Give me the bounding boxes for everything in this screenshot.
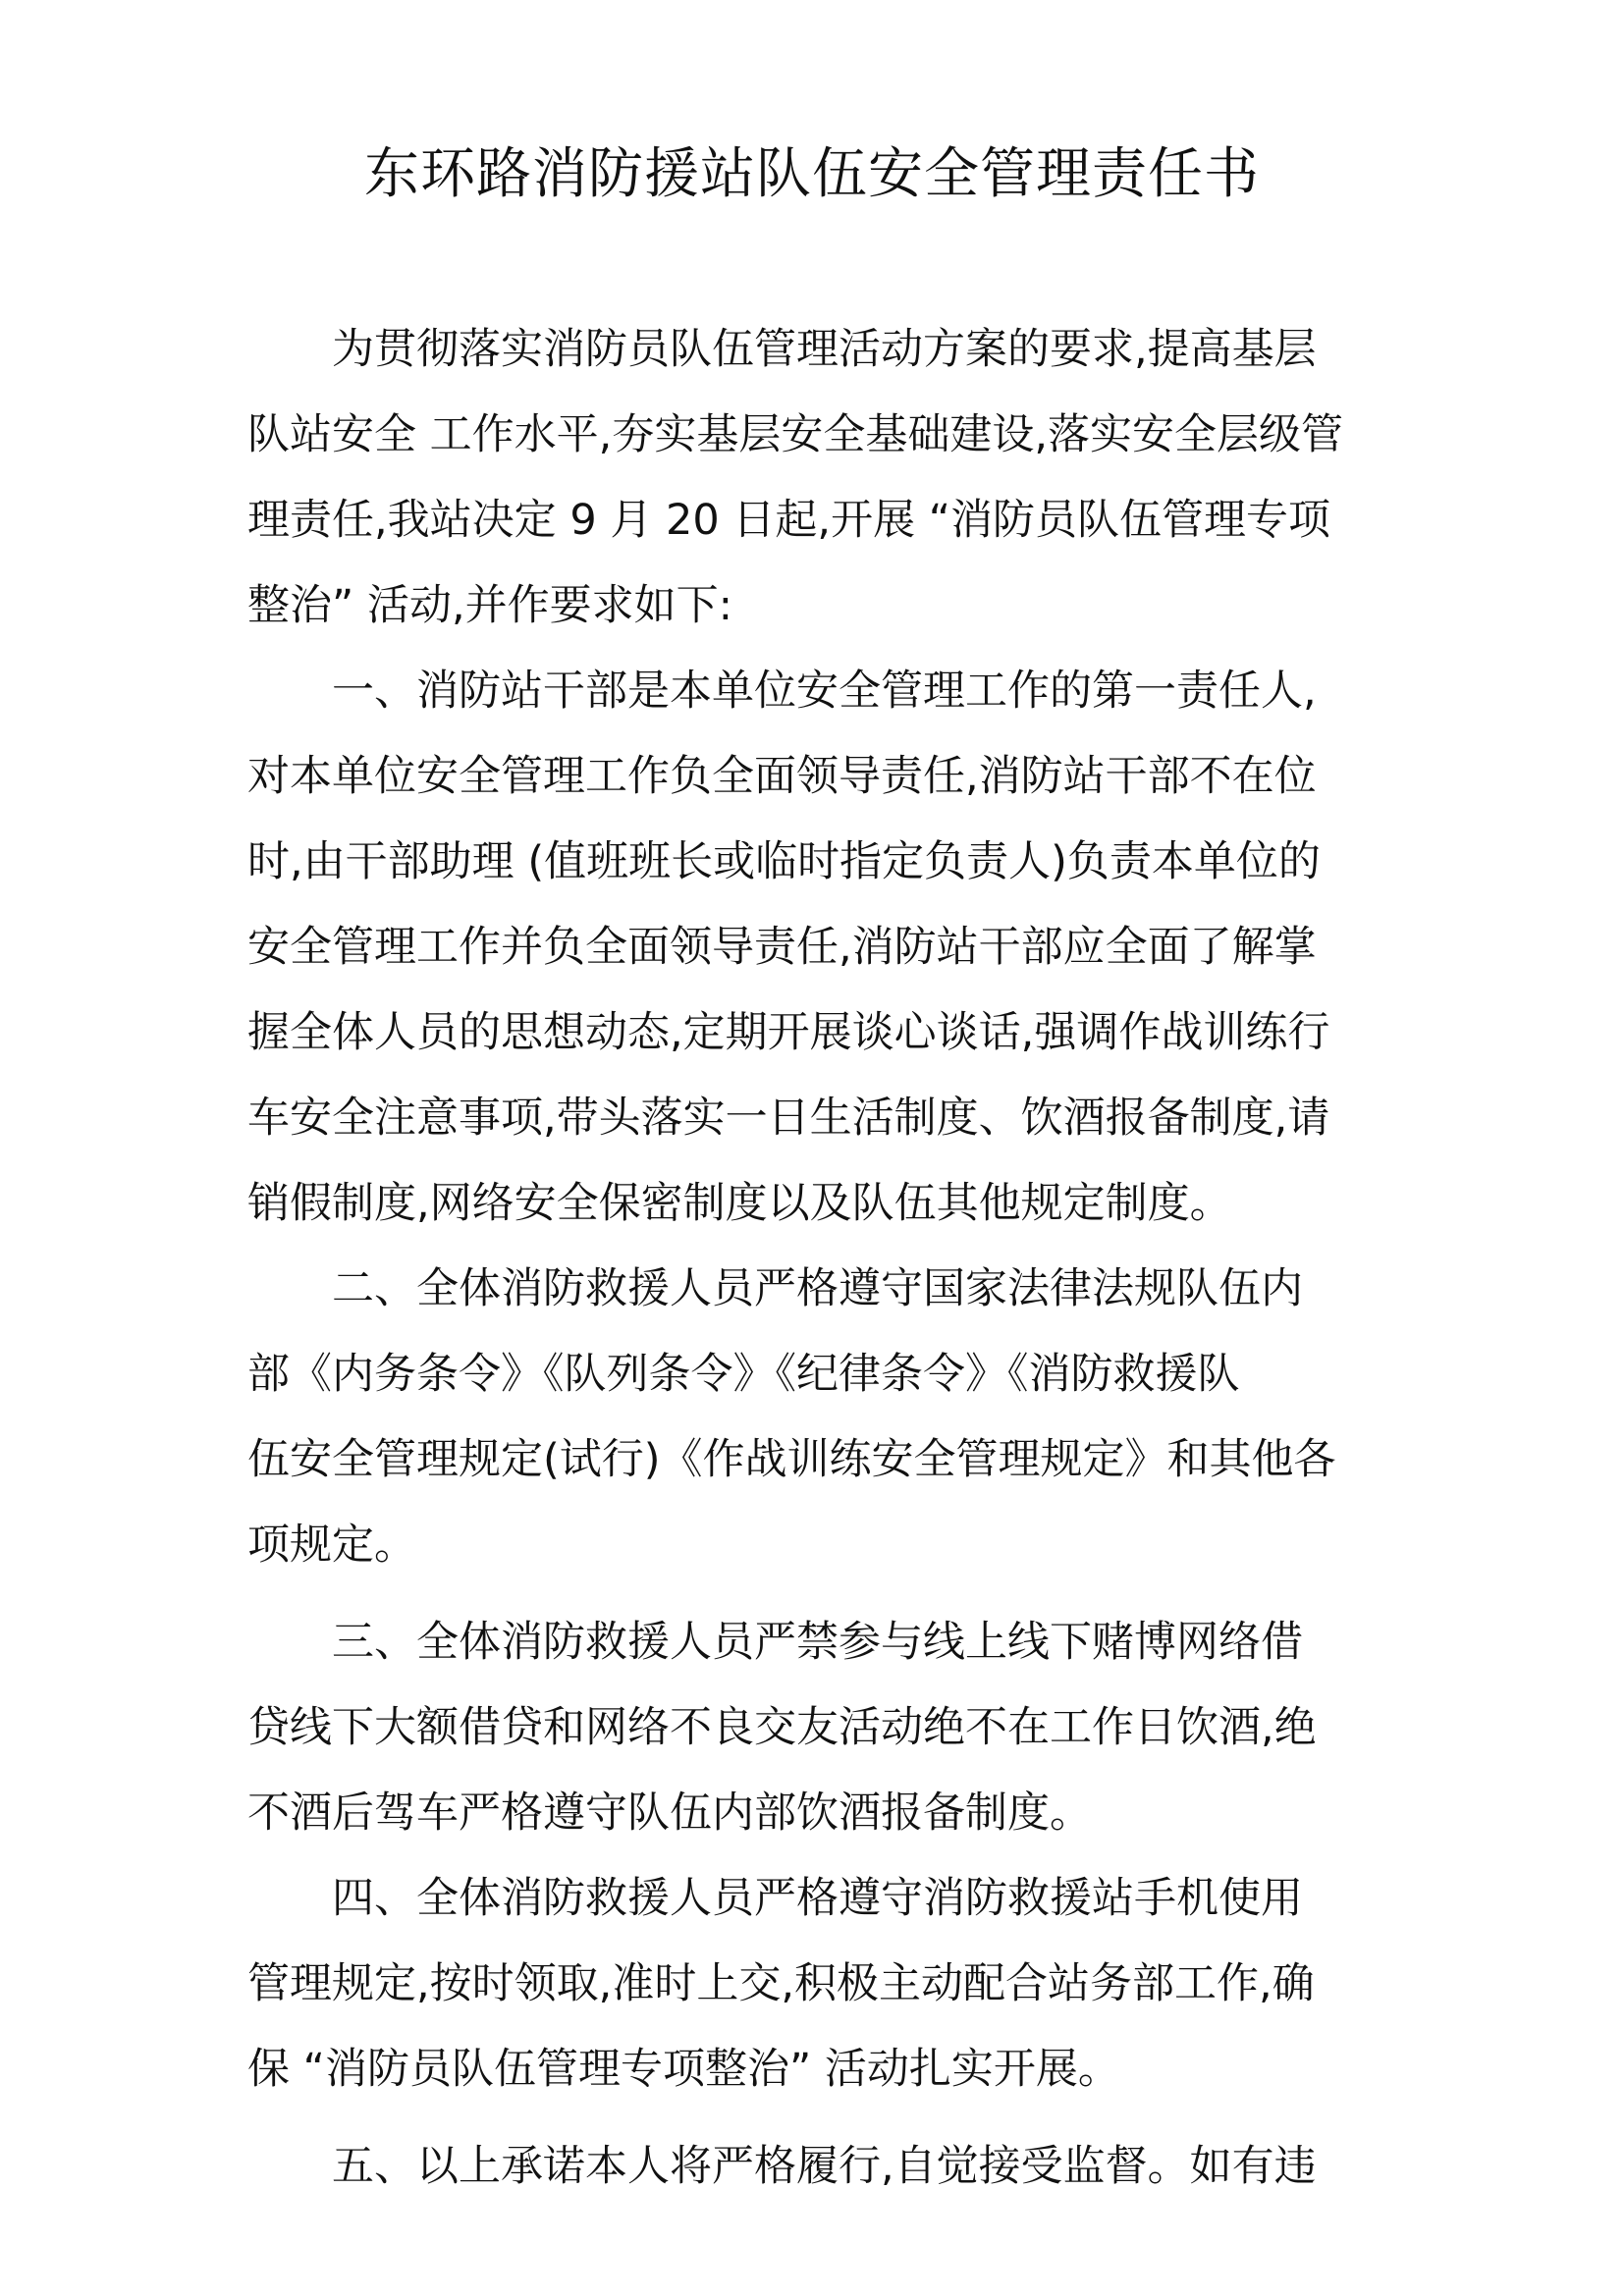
text-line: 四、全体消防救援人员严格遵守消防救援站手机使用 — [332, 1874, 1303, 1923]
paragraph-spacer — [247, 1588, 1396, 1600]
text-line: 车安全注意事项,带头落实一日生活制度、饮酒报备制度,请 — [247, 1094, 1330, 1143]
text-line: 伍安全管理规定(试行)《作战训练安全管理规定》和其他各 — [247, 1435, 1336, 1484]
text-line: 对本单位安全管理工作负全面领导责任,消防站干部不在位 — [247, 752, 1317, 801]
text-line: 管理规定,按时领取,准时上交,积极主动配合站务部工作,确 — [247, 1959, 1315, 2008]
document-title: 东环路消防援站队伍安全管理责任书 — [364, 142, 1260, 206]
text-line: 销假制度,网络安全保密制度以及队伍其他规定制度。 — [247, 1179, 1232, 1228]
text-line: 贷线下大额借贷和网络不良交友活动绝不在工作日饮酒,绝 — [247, 1703, 1317, 1752]
text-line: 五、以上承诺本人将严格履行,自觉接受监督。如有违 — [332, 2142, 1317, 2191]
paragraph-item-3 — [247, 1600, 1396, 1856]
paragraph-item-5 — [247, 2124, 1396, 2210]
paragraph-item-4 — [247, 1856, 1396, 2112]
text-line: 三、全体消防救援人员严禁参与线上线下赌博网络借 — [332, 1618, 1303, 1667]
text-line: 二、全体消防救援人员严格遵守国家法律法规队伍内 — [332, 1264, 1303, 1313]
text-line: 保 “消防员队伍管理专项整治” 活动扎实开展。 — [247, 2045, 1120, 2094]
paragraph-item-1 — [247, 649, 1396, 1247]
text-line: 队站安全 工作水平,夯实基层安全基础建设,落实安全层级管 — [247, 410, 1344, 459]
text-line: 不酒后驾车严格遵守队伍内部饮酒报备制度。 — [247, 1789, 1092, 1838]
text-line: 部《内务条令》《队列条令》《纪律条令》《消防救援队 — [247, 1350, 1240, 1399]
text-line: 一、消防站干部是本单位安全管理工作的第一责任人, — [332, 667, 1317, 716]
text-line: 安全管理工作并负全面领导责任,消防站干部应全面了解掌 — [247, 923, 1317, 972]
text-line: 整治” 活动,并作要求如下: — [247, 581, 733, 630]
text-line: 为贯彻落实消防员队伍管理活动方案的要求,提高基层 — [332, 325, 1317, 374]
paragraph-intro — [247, 307, 1396, 649]
text-line: 项规定。 — [247, 1521, 416, 1570]
text-line: 握全体人员的思想动态,定期开展谈心谈话,强调作战训练行 — [247, 1008, 1330, 1057]
paragraph-item-2 — [247, 1247, 1396, 1588]
text-line: 理责任,我站决定 9 月 20 日起,开展 “消防员队伍管理专项 — [247, 496, 1331, 545]
paragraph-spacer — [247, 2112, 1396, 2124]
document-body — [247, 307, 1396, 2210]
text-line: 时,由干部助理 (值班班长或临时指定负责人)负责本单位的 — [247, 837, 1321, 886]
